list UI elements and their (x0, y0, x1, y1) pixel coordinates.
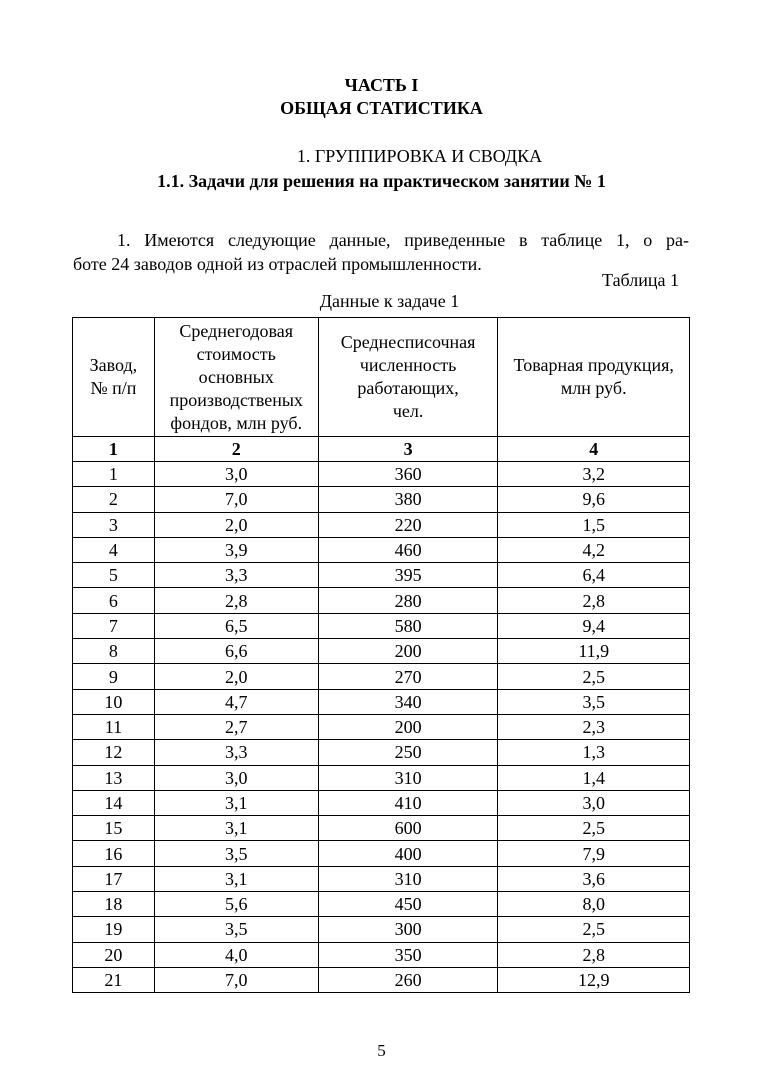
table-cell: 17 (73, 866, 155, 891)
table-cell: 3,9 (154, 537, 318, 562)
part-heading: ЧАСТЬ I (344, 75, 419, 95)
table-cell: 2,8 (154, 588, 318, 613)
table-cell: 2,5 (498, 816, 690, 841)
table-caption: Данные к задаче 1 (319, 291, 460, 311)
table-row (73, 841, 690, 866)
table-cell: 5,6 (154, 892, 318, 917)
table-cell: 3,3 (154, 563, 318, 588)
table-cell: 280 (318, 588, 498, 613)
table-cell: 600 (318, 816, 498, 841)
subsection-heading: 1.1. Задачи для решения на практическом занятии № 1 (157, 171, 606, 191)
table-row (73, 892, 690, 917)
table-cell: 2,0 (154, 664, 318, 689)
table-cell: 16 (73, 841, 155, 866)
data-table (72, 317, 690, 993)
column-number: 1 (73, 437, 155, 462)
column-number: 3 (318, 437, 498, 462)
table-row (73, 740, 690, 765)
table-cell: 3 (73, 512, 155, 537)
table-cell: 10 (73, 689, 155, 714)
table-cell: 9,4 (498, 613, 690, 638)
table-cell: 2,5 (498, 664, 690, 689)
table-cell: 410 (318, 790, 498, 815)
column-number-row (73, 437, 690, 462)
problem-text-line-1-content: 1. Имеются следующие данные, приведенные в таблице 1, о ра- (117, 230, 689, 250)
table-cell: 3,0 (498, 790, 690, 815)
table-cell: 400 (318, 841, 498, 866)
part-title: ОБЩАЯ СТАТИСТИКА (280, 98, 483, 118)
table-cell: 3,6 (498, 866, 690, 891)
table-row (73, 689, 690, 714)
table-cell: 3,1 (154, 790, 318, 815)
table-label: Таблица 1 (602, 270, 679, 290)
table-row (73, 917, 690, 942)
table-row (73, 765, 690, 790)
table-cell: 15 (73, 816, 155, 841)
table-row (73, 613, 690, 638)
table-row (73, 588, 690, 613)
table-cell: 2,7 (154, 714, 318, 739)
table-cell: 450 (318, 892, 498, 917)
table-cell: 3,0 (154, 765, 318, 790)
table-cell: 310 (318, 765, 498, 790)
table-cell: 350 (318, 942, 498, 967)
table-cell: 460 (318, 537, 498, 562)
table-cell: 580 (318, 613, 498, 638)
table-cell: 3,3 (154, 740, 318, 765)
table-row (73, 563, 690, 588)
table-cell: 12 (73, 740, 155, 765)
table-cell: 2,5 (498, 917, 690, 942)
table-cell: 13 (73, 765, 155, 790)
table-cell: 4,2 (498, 537, 690, 562)
header-plant: Завод, № п/п (73, 318, 155, 437)
table-cell: 8 (73, 639, 155, 664)
table-cell: 3,2 (498, 462, 690, 487)
table-row (73, 714, 690, 739)
table-cell: 3,5 (154, 917, 318, 942)
column-number: 4 (498, 437, 690, 462)
section-heading: 1. ГРУППИРОВКА И СВОДКА (296, 146, 543, 166)
table-row (73, 942, 690, 967)
table-cell: 12,9 (498, 967, 690, 992)
table-cell: 260 (318, 967, 498, 992)
header-headcount: Среднесписочная численность работающих, чел. (318, 318, 498, 437)
table-body (73, 462, 690, 993)
table-cell: 3,1 (154, 866, 318, 891)
table-cell: 3,5 (154, 841, 318, 866)
table-cell: 14 (73, 790, 155, 815)
table-cell: 5 (73, 563, 155, 588)
table-cell: 1,3 (498, 740, 690, 765)
page-number: 5 (377, 1041, 386, 1060)
table-cell: 395 (318, 563, 498, 588)
table-row (73, 866, 690, 891)
table-cell: 7,9 (498, 841, 690, 866)
table-cell: 7,0 (154, 967, 318, 992)
table-cell: 3,5 (498, 689, 690, 714)
table-cell: 200 (318, 714, 498, 739)
table-cell: 18 (73, 892, 155, 917)
table-cell: 6 (73, 588, 155, 613)
table-cell: 19 (73, 917, 155, 942)
table-cell: 250 (318, 740, 498, 765)
table-cell: 6,4 (498, 563, 690, 588)
table-cell: 4,7 (154, 689, 318, 714)
table-cell: 9,6 (498, 487, 690, 512)
table-cell: 11 (73, 714, 155, 739)
table-row (73, 512, 690, 537)
table-cell: 8,0 (498, 892, 690, 917)
header-output: Товарная продукция, млн руб. (498, 318, 690, 437)
table-cell: 360 (318, 462, 498, 487)
table-cell: 6,5 (154, 613, 318, 638)
table-row (73, 487, 690, 512)
table-cell: 21 (73, 967, 155, 992)
table-cell: 20 (73, 942, 155, 967)
table-row (73, 462, 690, 487)
table-cell: 1,4 (498, 765, 690, 790)
table-cell: 2,0 (154, 512, 318, 537)
table-row (73, 816, 690, 841)
table-cell: 4,0 (154, 942, 318, 967)
table-cell: 11,9 (498, 639, 690, 664)
table-cell: 2,3 (498, 714, 690, 739)
table-cell: 310 (318, 866, 498, 891)
table-cell: 340 (318, 689, 498, 714)
table-cell: 380 (318, 487, 498, 512)
table-cell: 2,8 (498, 942, 690, 967)
table-cell: 7,0 (154, 487, 318, 512)
table-cell: 3,0 (154, 462, 318, 487)
table-header-row (73, 318, 690, 437)
table-cell: 9 (73, 664, 155, 689)
table-cell: 200 (318, 639, 498, 664)
table-cell: 7 (73, 613, 155, 638)
table-row (73, 967, 690, 992)
table-cell: 2 (73, 487, 155, 512)
table-row (73, 790, 690, 815)
table-cell: 2,8 (498, 588, 690, 613)
table-cell: 3,1 (154, 816, 318, 841)
table-row (73, 664, 690, 689)
table-row (73, 639, 690, 664)
column-number: 2 (154, 437, 318, 462)
table-cell: 270 (318, 664, 498, 689)
table-cell: 300 (318, 917, 498, 942)
header-fixed-assets: Среднегодовая стоимость основных производственых фондов, млн руб. (154, 318, 318, 437)
table-cell: 4 (73, 537, 155, 562)
table-row (73, 537, 690, 562)
problem-text-line-1 (73, 228, 689, 252)
table-cell: 6,6 (154, 639, 318, 664)
table-cell: 220 (318, 512, 498, 537)
table-cell: 1,5 (498, 512, 690, 537)
problem-text-line-2: боте 24 заводов одной из отраслей промышленности. (73, 254, 482, 274)
table-cell: 1 (73, 462, 155, 487)
